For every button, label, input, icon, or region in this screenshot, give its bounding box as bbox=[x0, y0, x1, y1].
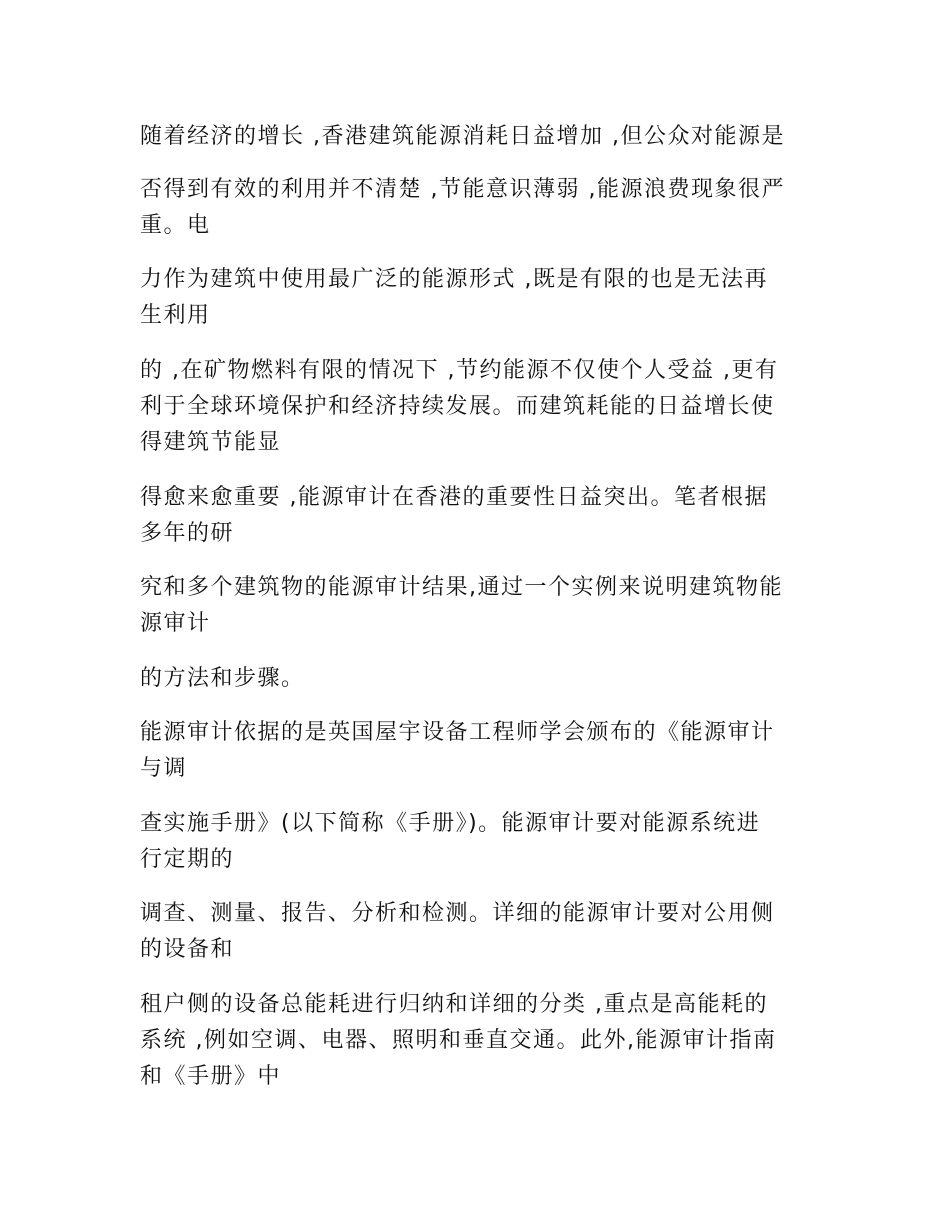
paragraph-1 bbox=[140, 119, 820, 155]
text-line: 源审计 bbox=[140, 611, 211, 636]
text-line: 多年的研 bbox=[140, 521, 235, 546]
text-line: 生利用 bbox=[140, 303, 211, 328]
text-line: 的方法和步骤。 bbox=[140, 666, 305, 691]
text-line: 力作为建筑中使用最广泛的能源形式 ,既是有限的也是无法再 bbox=[140, 267, 768, 292]
paragraph-4 bbox=[140, 353, 820, 461]
text-line: 的设备和 bbox=[140, 937, 235, 962]
text-line: 否得到有效的利用并不清楚 ,节能意识薄弱 ,能源浪费现象很严 bbox=[140, 177, 785, 202]
text-line: 究和多个建筑物的能源审计结果,通过一个实例来说明建筑物能 bbox=[140, 575, 783, 600]
text-line: 调查、测量、报告、分析和检测。详细的能源审计要对公用侧 bbox=[140, 901, 775, 926]
text-line: 租户侧的设备总能耗进行归纳和详细的分类 ,重点是高能耗的 bbox=[140, 992, 768, 1017]
text-line: 查实施手册》(以下简称《手册》)。能源审计要对能源系统进 bbox=[140, 811, 761, 836]
text-line: 得建筑节能显 bbox=[140, 430, 282, 455]
text-line: 的 ,在矿物燃料有限的情况下 ,节约能源不仅使个人受益 ,更有 bbox=[140, 358, 779, 383]
paragraph-3 bbox=[140, 262, 820, 334]
text-line: 随着经济的增长 ,香港建筑能源消耗日益增加 ,但公众对能源是 bbox=[140, 124, 785, 149]
paragraph-5 bbox=[140, 480, 820, 552]
paragraph-9 bbox=[140, 806, 820, 878]
text-line: 能源审计依据的是英国屋宇设备工程师学会颁布的《能源审计 bbox=[140, 720, 775, 745]
text-line: 行定期的 bbox=[140, 847, 235, 872]
text-line: 和《手册》中 bbox=[140, 1064, 282, 1089]
paragraph-8 bbox=[140, 715, 820, 787]
paragraph-11 bbox=[140, 987, 820, 1095]
paragraph-2 bbox=[140, 172, 820, 244]
text-line: 系统 ,例如空调、电器、照明和垂直交通。此外,能源审计指南 bbox=[140, 1028, 777, 1053]
text-line: 与调 bbox=[140, 756, 188, 781]
text-line: 重。电 bbox=[140, 213, 211, 238]
text-line: 得愈来愈重要 ,能源审计在香港的重要性日益突出。笔者根据 bbox=[140, 485, 768, 510]
paragraph-7 bbox=[140, 661, 820, 697]
paragraph-6 bbox=[140, 570, 820, 642]
paragraph-10 bbox=[140, 896, 820, 968]
text-line: 利于全球环境保护和经济持续发展。而建筑耗能的日益增长使 bbox=[140, 394, 775, 419]
